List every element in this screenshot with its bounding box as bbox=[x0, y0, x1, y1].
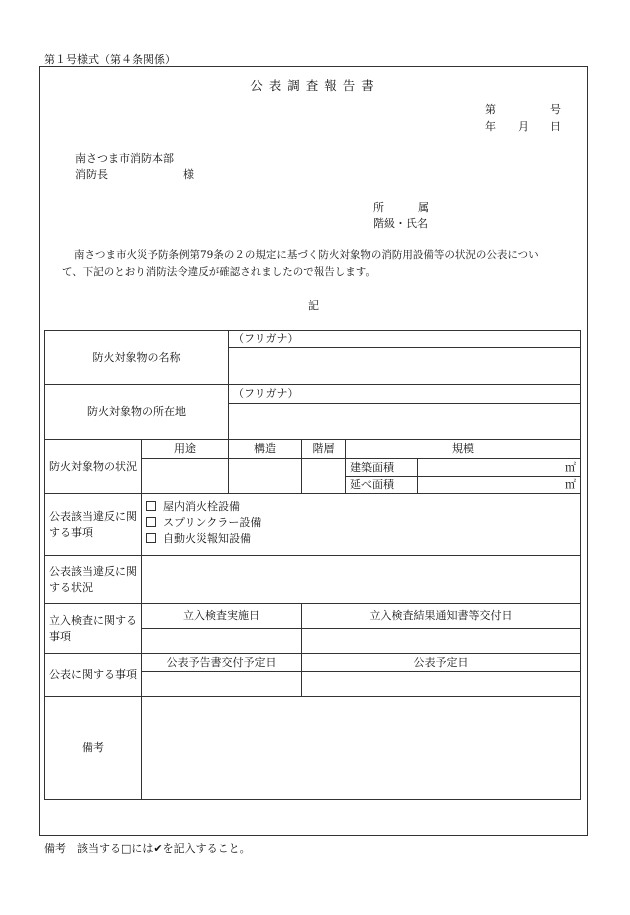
inspection-label: 立入検査に関する事項 bbox=[45, 604, 142, 654]
name-value[interactable] bbox=[229, 348, 581, 385]
status-header-scale: 規模 bbox=[346, 440, 581, 459]
building-area-unit[interactable]: ㎡ bbox=[418, 459, 581, 477]
status-header-structure: 構造 bbox=[229, 440, 302, 459]
form-number: 第１号様式（第４条関係） bbox=[44, 53, 176, 66]
report-table bbox=[44, 330, 581, 800]
ki-mark: 記 bbox=[308, 299, 319, 312]
checkbox-icon[interactable] bbox=[146, 533, 156, 543]
publication-date-value[interactable] bbox=[302, 672, 581, 697]
location-furigana: （フリガナ） bbox=[229, 385, 581, 404]
name-label: 防火対象物の名称 bbox=[45, 331, 229, 385]
structure-value[interactable] bbox=[229, 459, 302, 494]
reporter-affiliation-b: 属 bbox=[418, 201, 429, 214]
violation-label: 公表該当違反に関する事項 bbox=[45, 494, 142, 556]
checkbox-icon[interactable] bbox=[146, 501, 156, 511]
name-furigana: （フリガナ） bbox=[229, 331, 581, 348]
status-header-use: 用途 bbox=[142, 440, 229, 459]
publication-date-header: 公表予定日 bbox=[302, 654, 581, 672]
floors-value[interactable] bbox=[302, 459, 346, 494]
checkbox-item-fire-alarm[interactable]: 自動火災報知設備 bbox=[146, 531, 576, 547]
date-day: 日 bbox=[550, 120, 561, 133]
location-label: 防火対象物の所在地 bbox=[45, 385, 229, 440]
violation-checklist bbox=[142, 494, 581, 556]
inspection-notice-header: 立入検査結果通知書等交付日 bbox=[302, 604, 581, 629]
checkbox-item-sprinkler[interactable]: スプリンクラー設備 bbox=[146, 515, 576, 531]
date-year: 年 bbox=[485, 120, 496, 133]
document-title: 公表調査報告書 bbox=[250, 78, 380, 93]
publication-notice-value[interactable] bbox=[142, 672, 302, 697]
use-value[interactable] bbox=[142, 459, 229, 494]
body-line-2: て、下記のとおり消防法令違反が確認されましたので報告します。 bbox=[62, 266, 376, 278]
doc-number-go: 号 bbox=[550, 103, 561, 116]
reporter-affiliation-a: 所 bbox=[373, 201, 384, 214]
addressee-org: 南さつま市消防本部 bbox=[75, 152, 174, 165]
date-month: 月 bbox=[518, 120, 529, 133]
building-area-label: 建築面積 bbox=[346, 459, 418, 477]
checkbox-icon[interactable] bbox=[146, 517, 156, 527]
inspection-date-value[interactable] bbox=[142, 629, 302, 654]
footer-note: 備考 該当する□には✔を記入すること。 bbox=[44, 842, 251, 855]
violation-status-value[interactable] bbox=[142, 556, 581, 604]
violation-status-label: 公表該当違反に関する状況 bbox=[45, 556, 142, 604]
publication-notice-header: 公表予告書交付予定日 bbox=[142, 654, 302, 672]
location-value[interactable] bbox=[229, 404, 581, 440]
status-header-floors: 階層 bbox=[302, 440, 346, 459]
floor-area-label: 延べ面積 bbox=[346, 477, 418, 494]
remarks-label: 備考 bbox=[45, 697, 142, 800]
inspection-date-header: 立入検査実施日 bbox=[142, 604, 302, 629]
doc-number-dai: 第 bbox=[485, 103, 496, 116]
body-line-1: 南さつま市火災予防条例第79条の２の規定に基づく防火対象物の消防用設備等の状況の公表につい bbox=[74, 249, 539, 261]
checkbox-item-indoor-hydrant[interactable]: 屋内消火栓設備 bbox=[146, 499, 576, 515]
publication-label: 公表に関する事項 bbox=[45, 654, 142, 697]
status-label: 防火対象物の状況 bbox=[45, 440, 142, 494]
floor-area-unit[interactable]: ㎡ bbox=[418, 477, 581, 494]
reporter-rank-name: 階級・氏名 bbox=[373, 217, 428, 230]
addressee-honorific: 様 bbox=[183, 168, 194, 181]
addressee-title: 消防長 bbox=[75, 168, 108, 181]
remarks-value[interactable] bbox=[142, 697, 581, 800]
inspection-notice-value[interactable] bbox=[302, 629, 581, 654]
